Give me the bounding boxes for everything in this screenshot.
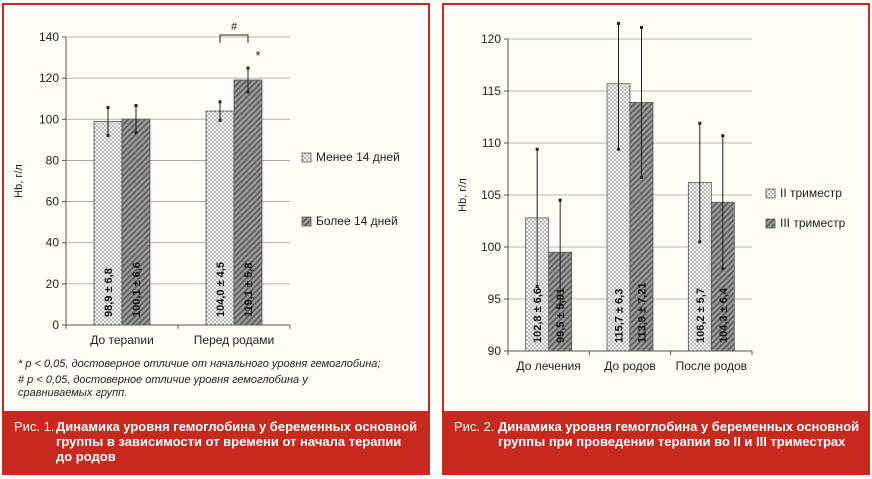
legend-swatch bbox=[766, 219, 775, 228]
y-tick-label: 110 bbox=[481, 136, 501, 150]
y-tick-label: 105 bbox=[480, 188, 501, 202]
significance-hash: # bbox=[230, 21, 238, 33]
error-cap bbox=[640, 26, 643, 29]
error-cap bbox=[247, 90, 250, 93]
error-cap bbox=[698, 122, 701, 125]
y-tick-label: 120 bbox=[480, 32, 501, 46]
y-tick-label: 100 bbox=[480, 240, 501, 254]
y-tick-label: 60 bbox=[45, 194, 59, 209]
x-axis bbox=[66, 325, 290, 347]
data-label: 115,7 ± 6,3 bbox=[613, 288, 626, 343]
figure-1-caption bbox=[4, 411, 428, 473]
legend-label: Менее 14 дней bbox=[316, 150, 400, 164]
data-label: 102,8 ± 6,6 bbox=[532, 288, 545, 343]
y-tick-label: 40 bbox=[45, 235, 59, 250]
data-label: 119,1 ± 5,8 bbox=[243, 262, 255, 317]
figure-1-footnote-1: * p < 0,05, достоверное отличие от начального уровня гемоглобина; bbox=[18, 358, 381, 370]
figure-1-caption-text: Динамика уровня гемоглобина у беременных основной группы в зависимости от времени от начала терапии до родов bbox=[56, 419, 418, 464]
error-cap bbox=[559, 199, 562, 202]
data-label: 104,0 ± 4,5 bbox=[215, 262, 227, 317]
error-cap bbox=[107, 134, 110, 137]
figure-1-caption-number: Рис. 1. bbox=[14, 419, 55, 434]
legend-swatch bbox=[302, 217, 311, 226]
x-tick-label: Перед родами bbox=[193, 333, 275, 347]
y-tick-label: 80 bbox=[45, 153, 59, 168]
figure-2-chart bbox=[444, 5, 868, 405]
error-cap bbox=[219, 100, 222, 103]
error-cap bbox=[107, 106, 110, 109]
bars bbox=[526, 22, 735, 351]
data-label: 106,2 ± 5,7 bbox=[694, 288, 707, 343]
error-cap bbox=[721, 267, 724, 270]
data-label: 98,9 ± 6,8 bbox=[103, 268, 115, 317]
legend-label: Более 14 дней bbox=[316, 214, 398, 228]
y-axis-label: Hb, г/л bbox=[13, 164, 25, 198]
figure-1-chart bbox=[4, 5, 428, 405]
figure-1-footnote-2: # p < 0,05, достоверное отличие уровня гемоглобина у сравниваемых групп. bbox=[18, 374, 308, 399]
bars bbox=[94, 67, 262, 325]
figure-2-caption-number: Рис. 2. bbox=[454, 419, 495, 434]
error-cap bbox=[536, 285, 539, 288]
x-tick-label: До родов bbox=[604, 359, 656, 373]
significance-bracket bbox=[220, 21, 261, 63]
error-cap bbox=[135, 131, 138, 134]
y-axis-label: Hb, г/л bbox=[457, 178, 469, 212]
x-tick-label: После родов bbox=[675, 359, 748, 373]
error-cap bbox=[721, 134, 724, 137]
legend-swatch bbox=[766, 189, 775, 198]
data-label: 99,5 ± 5,01 bbox=[555, 288, 568, 343]
error-cap bbox=[640, 176, 643, 179]
y-tick-label: 100 bbox=[38, 112, 59, 127]
error-cap bbox=[247, 67, 250, 70]
y-tick-label: 120 bbox=[38, 71, 59, 86]
x-axis bbox=[508, 351, 752, 373]
y-tick-label: 95 bbox=[487, 292, 501, 306]
bracket-line bbox=[220, 35, 248, 43]
data-label: 104,3 ± 6,4 bbox=[717, 288, 730, 343]
legend-swatch bbox=[302, 153, 311, 162]
legend-label: II триместр bbox=[780, 186, 842, 200]
legend bbox=[766, 186, 846, 230]
figure-2-caption-text: Динамика уровня гемоглобина у беременных основной группы при проведении терапии во II и III триместрах bbox=[498, 419, 860, 449]
y-tick-label: 0 bbox=[52, 318, 59, 332]
y-tick-label: 90 bbox=[487, 344, 501, 358]
legend bbox=[302, 150, 400, 228]
x-tick-label: До терапии bbox=[90, 333, 154, 347]
data-label: 113,9 ± 7,21 bbox=[636, 282, 649, 343]
error-cap bbox=[536, 148, 539, 151]
y-tick-label: 20 bbox=[45, 276, 59, 291]
figure-2-caption bbox=[444, 411, 868, 473]
figure-2-panel bbox=[442, 3, 870, 475]
y-tick-label: 140 bbox=[38, 30, 59, 44]
error-cap bbox=[617, 148, 620, 151]
y-tick-label: 115 bbox=[481, 84, 501, 98]
significance-star: * bbox=[255, 48, 261, 64]
legend-label: III триместр bbox=[780, 216, 846, 230]
data-label: 100,1 ± 6,6 bbox=[131, 262, 143, 317]
error-cap bbox=[617, 22, 620, 25]
x-tick-label: До лечения bbox=[516, 359, 581, 373]
error-cap bbox=[135, 104, 138, 107]
figure-1-panel bbox=[2, 3, 430, 475]
error-cap bbox=[219, 119, 222, 122]
error-cap bbox=[698, 240, 701, 243]
